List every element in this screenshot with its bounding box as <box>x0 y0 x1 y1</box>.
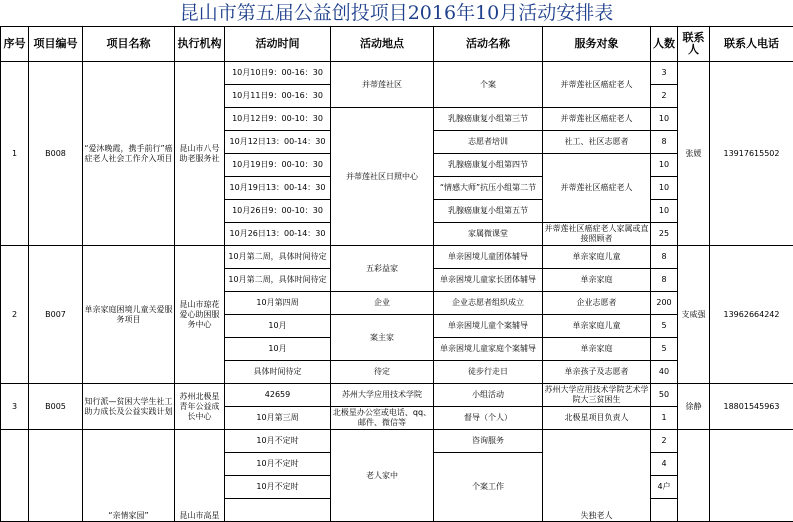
time-cell: 10月26日13：00-14：30 <box>225 223 331 246</box>
code-cell: B005 <box>29 384 83 430</box>
location-cell: 企业 <box>331 292 434 315</box>
activity-cell: 乳腺癌康复小组第三节 <box>434 108 543 131</box>
time-cell: 10月不定时 <box>225 453 331 476</box>
time-cell: 10月19日9：00-10：30 <box>225 154 331 177</box>
code-cell: B007 <box>29 246 83 384</box>
count-cell: 10 <box>651 177 678 200</box>
target-cell: 苏州大学应用技术学院艺术学院大三贫困生 <box>543 384 651 407</box>
time-cell: 10月第三周 <box>225 407 331 430</box>
location-cell: 待定 <box>331 361 434 384</box>
count-cell: 5 <box>651 315 678 338</box>
count-cell: 8 <box>651 269 678 292</box>
activity-cell: 个案工作 <box>434 453 543 522</box>
header-cell: 序号 <box>1 27 29 62</box>
header-cell: 联系人电话 <box>710 27 793 62</box>
time-cell: 10月 <box>225 315 331 338</box>
location-cell: 案主家 <box>331 315 434 361</box>
project-name-cell: 单亲家庭困境儿童关爱服务项目 <box>83 246 175 384</box>
seq-cell: 3 <box>1 384 29 430</box>
activity-cell: 乳腺癌康复小组第五节 <box>434 200 543 223</box>
count-cell: 2 <box>651 430 678 453</box>
time-cell: 10月第二周，具体时间待定 <box>225 269 331 292</box>
time-cell: 42659 <box>225 384 331 407</box>
count-cell: 5 <box>651 338 678 361</box>
target-cell: 企业志愿者 <box>543 292 651 315</box>
target-cell: 单亲孩子及志愿者 <box>543 361 651 384</box>
time-cell: 10月11日9：00-16：30 <box>225 85 331 108</box>
location-cell: 苏州大学应用技术学院 <box>331 384 434 407</box>
page-title: 昆山市第五届公益创投项目2016年10月活动安排表 <box>0 0 793 26</box>
location-cell: 并蒂莲社区日照中心 <box>331 108 434 246</box>
contact-cell: 张媛 <box>678 62 710 246</box>
phone-cell: 13962664242 <box>710 246 793 384</box>
contact-cell <box>678 430 710 522</box>
count-cell: 4 <box>651 453 678 476</box>
header-cell: 项目名称 <box>83 27 175 62</box>
code-cell: B008 <box>29 62 83 246</box>
time-cell: 10月 <box>225 338 331 361</box>
count-cell: 8 <box>651 246 678 269</box>
time-cell: 具体时间待定 <box>225 361 331 384</box>
phone-cell <box>710 430 793 522</box>
count-cell: 10 <box>651 154 678 177</box>
activity-cell: 单亲困境儿童家长团体辅导 <box>434 269 543 292</box>
location-cell: 北极星办公室或电话、qq、邮件、微信等 <box>331 407 434 430</box>
count-cell: 3 <box>651 62 678 85</box>
count-cell: 1 <box>651 407 678 430</box>
activity-cell: 乳腺癌康复小组第四节 <box>434 154 543 177</box>
seq-cell: 2 <box>1 246 29 384</box>
target-cell: 并蒂莲社区癌症老人家属或直接照顾者 <box>543 223 651 246</box>
activity-cell: “情感大师”抗压小组第二节 <box>434 177 543 200</box>
activity-cell: 单亲困境儿童个案辅导 <box>434 315 543 338</box>
table-row <box>1 62 793 85</box>
activity-schedule-table <box>0 26 793 522</box>
time-cell: 10月10日9：00-16：30 <box>225 62 331 85</box>
count-cell: 40 <box>651 361 678 384</box>
time-cell: 10月26日9：00-10：30 <box>225 200 331 223</box>
location-cell: 并蒂莲社区 <box>331 62 434 108</box>
target-cell: 北极星项目负责人 <box>543 407 651 430</box>
count-cell: 200 <box>651 292 678 315</box>
target-cell: 单亲家庭 <box>543 269 651 292</box>
header-row <box>1 27 793 62</box>
header-cell: 服务对象 <box>543 27 651 62</box>
target-cell: 单亲家庭儿童 <box>543 246 651 269</box>
target-cell: 并蒂莲社区癌症老人 <box>543 62 651 108</box>
target-cell: 并蒂莲社区癌症老人 <box>543 108 651 131</box>
activity-cell: 单亲困境儿童团体辅导 <box>434 246 543 269</box>
count-cell: 10 <box>651 108 678 131</box>
count-cell: 50 <box>651 384 678 407</box>
location-cell: 五彩益家 <box>331 246 434 292</box>
count-cell: 2 <box>651 85 678 108</box>
contact-cell: 支威强 <box>678 246 710 384</box>
time-cell: 10月第四周 <box>225 292 331 315</box>
header-cell: 人数 <box>651 27 678 62</box>
activity-cell: 咨询服务 <box>434 430 543 453</box>
count-cell: 25 <box>651 223 678 246</box>
org-cell: 苏州北极星青年公益成长中心 <box>175 384 225 430</box>
count-cell: 10 <box>651 200 678 223</box>
activity-cell: 徒步行走日 <box>434 361 543 384</box>
time-cell: 10月第二周，具体时间待定 <box>225 246 331 269</box>
header-cell: 活动时间 <box>225 27 331 62</box>
activity-cell: 督导（个人） <box>434 407 543 430</box>
header-cell: 联系人 <box>678 27 710 62</box>
phone-cell: 18801545963 <box>710 384 793 430</box>
seq-cell <box>1 430 29 522</box>
time-cell <box>225 499 331 522</box>
activity-cell: 单亲困境儿童家庭个案辅导 <box>434 338 543 361</box>
header-cell: 活动名称 <box>434 27 543 62</box>
time-cell: 10月不定时 <box>225 476 331 499</box>
target-cell: 单亲家庭儿童 <box>543 315 651 338</box>
phone-cell: 13917615502 <box>710 62 793 246</box>
org-cell: 昆山市高星 <box>175 430 225 522</box>
project-name-cell: 知行派—贫困大学生社工助力成长及公益实践计划 <box>83 384 175 430</box>
target-cell: 社工、社区志愿者 <box>543 131 651 154</box>
table-row <box>1 384 793 407</box>
time-cell: 10月12日13：00-14：30 <box>225 131 331 154</box>
seq-cell: 1 <box>1 62 29 246</box>
activity-cell: 家属微课堂 <box>434 223 543 246</box>
location-cell: 老人家中 <box>331 430 434 522</box>
project-name-cell: “亲情家园” <box>83 430 175 522</box>
activity-cell: 小组活动 <box>434 384 543 407</box>
table-row <box>1 430 793 453</box>
target-cell: 并蒂莲社区癌症老人 <box>543 154 651 223</box>
header-cell: 执行机构 <box>175 27 225 62</box>
time-cell: 10月不定时 <box>225 430 331 453</box>
header-cell: 项目编号 <box>29 27 83 62</box>
header-cell: 活动地点 <box>331 27 434 62</box>
project-name-cell: “爱沐晚霞，携手前行”癌症老人社会工作介入项目 <box>83 62 175 246</box>
time-cell: 10月12日9：00-10：30 <box>225 108 331 131</box>
activity-cell: 个案 <box>434 62 543 108</box>
org-cell: 昆山市琼花爱心助困服务中心 <box>175 246 225 384</box>
activity-cell: 志愿者培训 <box>434 131 543 154</box>
count-cell <box>651 499 678 522</box>
table-row <box>1 246 793 269</box>
code-cell <box>29 430 83 522</box>
target-cell: 失独老人 <box>543 430 651 522</box>
target-cell: 单亲家庭 <box>543 338 651 361</box>
contact-cell: 徐静 <box>678 384 710 430</box>
time-cell: 10月19日13：00-14：30 <box>225 177 331 200</box>
count-cell: 4户 <box>651 476 678 499</box>
org-cell: 昆山市八号助老服务社 <box>175 62 225 246</box>
count-cell: 8 <box>651 131 678 154</box>
activity-cell: 企业志愿者组织成立 <box>434 292 543 315</box>
